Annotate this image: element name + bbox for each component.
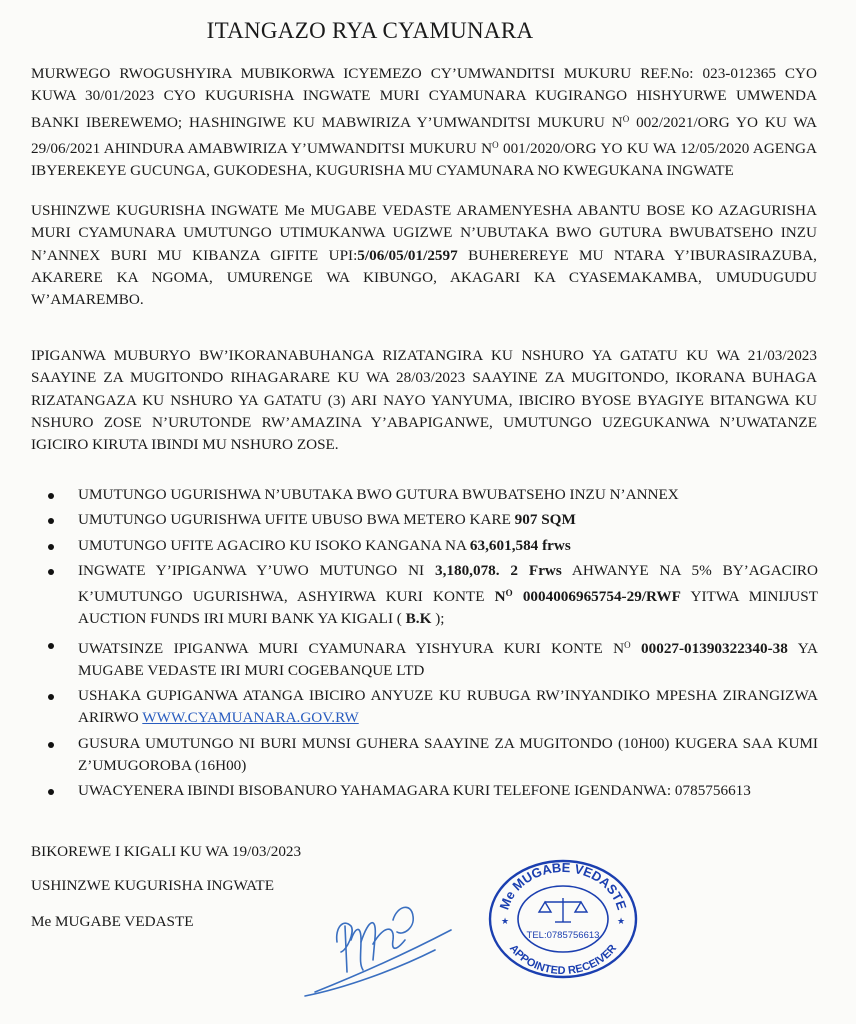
list-item-text: GUSURA UMUTUNGO NI BURI MUNSI GUHERA SAAYINE ZA MUGITONDO (10H00) KUGERA SAA KUMI Z’UMUGOROBA (16H00) [78, 734, 818, 774]
number-superscript: O [624, 639, 631, 650]
account-number [495, 588, 681, 605]
bullet-icon [48, 742, 54, 748]
list-item-text: UMUTUNGO UGURISHWA N’UBUTAKA BWO GUTURA BWUBATSEHO INZU N’ANNEX [78, 486, 679, 503]
area-value: 907 SQM [514, 511, 576, 529]
account-prefix: N [494, 588, 506, 606]
upi-number: 5/06/05/01/2597 [357, 246, 458, 264]
list-item [28, 634, 818, 682]
bullet-icon [48, 518, 54, 524]
announcement-text-2: BUHEREREYE MU NTARA Y’IBURASIRAZUBA, AKARERE KA NGOMA, UMURENGE WA KIBUNGO, AKAGARI KA CYASEMAKAMBA, UMUDUGUDU W’AMAREMBO. [31, 246, 817, 309]
stamp-star-icon: ★ [617, 916, 626, 926]
bullet-icon [48, 643, 54, 649]
intro-text-2: 002/2021/ORG YO KU WA 29/06/2021 AHINDURA AMABWIRIZA Y’UMWANDITSI MUKURU N [31, 113, 817, 157]
name-line: Me MUGABE VEDASTE [31, 913, 194, 930]
list-item-text: INGWATE Y’IPIGANWA Y’UWO MUTUNGO NI [78, 562, 435, 580]
bullet-icon [48, 544, 54, 550]
list-item-text: UMUTUNGO UGURISHWA UFITE UBUSO BWA METERO KARE [78, 511, 515, 529]
list-item [28, 733, 818, 777]
handwritten-signature [285, 880, 455, 1000]
auction-website-link[interactable]: WWW.CYAMUANARA.GOV.RW [142, 709, 359, 727]
list-item-text: UWACYENERA IBINDI BISOBANURO YAHAMAGARA KURI TELEFONE IGENDANWA: 0785756613 [78, 782, 751, 800]
stamp-phone: TEL:0785756613 [526, 930, 600, 941]
bullet-icon [48, 493, 54, 499]
bullet-icon [48, 694, 54, 700]
list-item-text: AHWANYE NA 5% BY’AGACIRO K’UMUTUNGO UGURISHWA, ASHYIRWA KURI KONTE [78, 562, 818, 606]
bullet-icon [48, 789, 54, 795]
list-item [28, 685, 818, 729]
list-item-text: YITWA MINIJUST AUCTION FUNDS IRI MURI BANK YA KIGALI ( [78, 588, 818, 628]
date-line: BIKOREWE I KIGALI KU WA 19/03/2023 [31, 843, 302, 860]
list-item-text: YA MUGABE VEDASTE IRI MURI COGEBANQUE LTD [78, 639, 818, 679]
list-item [28, 535, 818, 557]
details-list [28, 484, 818, 806]
announcement-paragraph [31, 200, 817, 311]
number-superscript: O [505, 588, 513, 599]
announcement-text-1: USHINZWE KUGURISHA INGWATE Me MUGABE VEDASTE ARAMENYESHA ABANTU BOSE KO AZAGURISHA MURI CYAMUNARA UMUTUNGO UTIMUKANWA UGIZWE N’UBUTAKA BWO GUTURA BWUBATSEHO INZU N’ANNEX BURI MU KIBANZA GIFITE UPI: [31, 202, 817, 264]
winner-account-number: 00027-01390322340-38 [630, 639, 788, 657]
list-item [28, 484, 818, 506]
scales-of-justice-icon [539, 898, 587, 922]
list-item-text: UMUTUNGO UFITE AGACIRO KU ISOKO KANGANA NA [78, 536, 470, 554]
role-line: USHINZWE KUGURISHA INGWATE [31, 877, 274, 894]
bullet-icon [48, 569, 54, 575]
list-item [28, 780, 818, 802]
bidding-paragraph: IPIGANWA MUBURYO BW’IKORANABUHANGA RIZATANGIRA KU NSHURO YA GATATU KU WA 21/03/2023 SAAYINE ZA MUGITONDO RIHAGARARE KU WA 28/03/2023 SAAYINE ZA MUGITONDO, IKORANA BUHAGA RIZATANGAZA KU NSHURO YA GATATU (3) ARI NAYO YANYUMA, IBICIRO BYOSE BYAGIYE BITANGWA KU NSHURO ZOSE N’URUTONDE RW’AMAZINA Y’ABAPIGANWE, UMUTUNGO UZEGUKANWA N’UWATANZE IGICIRO KIRUTA IBINDI MU NSHURO ZOSE. [31, 347, 817, 454]
deposit-amount: 3,180,078. 2 Frws [435, 562, 562, 580]
list-item-text: USHAKA GUPIGANWA ATANGA IBICIRO ANYUZE KU RUBUGA RW’INYANDIKO MPESHA ZIRANGIZWA ARIRWO [78, 687, 818, 727]
list-item [28, 509, 818, 531]
list-item [28, 560, 818, 630]
svg-text:APPOINTED RECEIVER [507, 942, 619, 977]
number-superscript: O [492, 139, 499, 150]
list-item-text: UWATSINZE IPIGANWA MURI CYAMUNARA YISHYURA KURI KONTE N [78, 639, 625, 657]
number-superscript: O [622, 113, 630, 124]
list-item-text: ); [431, 610, 445, 628]
stamp-bottom-text: APPOINTED RECEIVER [506, 942, 620, 978]
market-value: 63,601,584 frws [469, 536, 571, 554]
bank-abbreviation: B.K [405, 610, 432, 628]
intro-text-3: 001/2020/ORG YO KU WA 12/05/2020 AGENGA IBYEREKEYE GUCUNGA, GUKODESHA, KUGURISHA MU CYAMUNARA NO KWEGUKANA INGWATE [31, 139, 817, 180]
intro-text-1: MURWEGO RWOGUSHYIRA MUBIKORWA ICYEMEZO CY’UMWANDITSI MUKURU REF.No: 023-012365 CYO KUWA 30/01/2023 CYO KUGURISHA INGWATE MURI CYAMUNARA KUGIRANGO HISHYURWE UMWENDA BANKI IBEREWEMO; HASHINGIWE KU MABWIRIZA Y’UMWANDITSI MUKURU N [31, 65, 817, 131]
stamp-top-text: Me MUGABE VEDASTE [496, 859, 630, 912]
intro-paragraph [31, 63, 817, 182]
document-title: ITANGAZO RYA CYAMUNARA [206, 18, 534, 43]
receiver-stamp [487, 858, 639, 980]
account-digits: 0004006965754-29/RWF [512, 588, 681, 606]
stamp-star-icon: ★ [501, 916, 510, 926]
